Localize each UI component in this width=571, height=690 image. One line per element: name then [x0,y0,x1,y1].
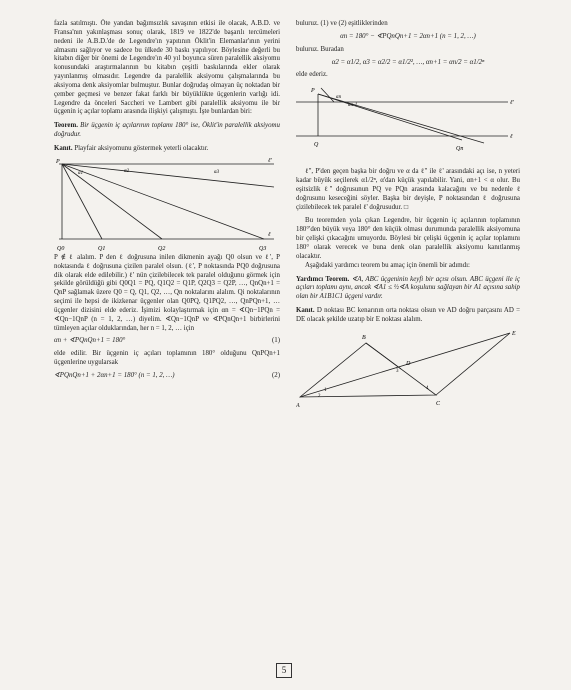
equation-2 [54,372,280,381]
equation-1-body: αn + ∢PQnQn+1 = 180° [54,337,126,345]
paragraph: P ∉ ℓ alalım. P den ℓ doğrusuna inilen dikmenin ayağı Q0 olsun ve ℓ', P noktasında ℓ doğrusuna çizilen paralel olsun. (ℓ', P noktasında PQ0 doğrusuna dik olarak elde edilebilir.) ℓ' nün çizilebilecek tek paralel olduğunu görmek için şekilde görüldüğü gibi Q0Q1 = PQ, Q1Q2 = Q1P, Q2Q3 = Q2P, …, QnQn+1 = QnP sağlamak üzere Q0 = Q, Q1, Q2, …, Qn noktalarını alalım. Qi noktalarının seçimi ile hepsi de ikizkenar üçgenler olan Q0PQ, Q1PQ2, …, QnPQn+1, … üçgenler dizisini elde ederiz. İşimizi kolaylaştırmak için αn = ∢Qn−1PQn = ∢Qn−1QnP (n = 1, 2, …) diyelim. ∢Qn−1QnP ve ∢PQnQn+1 birbirlerini tümleyen açılar olduklarından, her n = 1, 2, … için [54,253,280,332]
label-l: ℓ [268,231,271,238]
equation-1-number: (1) [271,337,280,345]
lemma-text: ∢A, ABC üçgeninin keyfi bir açısı olsun. ABC üçgeni ile iç açıları toplamı aynı, ancak ∢A1 ≤ ½∢A koşulunu sağlayan bir A1 açısına sahip olan bir A1B1C1 üçgeni vardır. [296,275,520,301]
paragraph: elde edilir. Bir üçgenin iç açıları toplamının 180° olduğunu QnPQn+1 üçgenlerine uygularsak [54,350,280,367]
label-angle-1: 1 [324,387,327,393]
figure-parallel-lines [296,80,520,168]
right-column [296,20,520,409]
label-alpha-n-1: αn-1 [348,103,358,109]
proof-label: Kanıt. [296,307,315,315]
paragraph: buluruz. (1) ve (2) eşitliklerinden [296,20,388,27]
equation-2-body: ∢PQnQn+1 + 2αn+1 = 180° (n = 1, 2, …) [54,371,175,379]
paragraph: buluruz. Buradan [296,45,344,53]
label-C: C [436,400,441,407]
label-P: P [311,88,315,95]
label-B: B [362,334,366,341]
proof-label: Kanıt. [54,144,73,152]
label-D: D [406,360,411,367]
label-Q2: Q2 [158,245,166,252]
equation-1 [54,337,280,346]
label-l: ℓ [510,134,513,141]
label-Q0: Q0 [57,245,65,252]
theorem-label: Teorem. [54,122,78,130]
theorem-text: Bir üçgenin iç açılarının toplamı 180° ise, Öklit'in paralellik aksiyomu doğrudur. [54,122,280,139]
label-alpha1: α1 [78,170,84,176]
lemma [296,276,520,303]
label-Qn: Qn [456,146,464,153]
label-alpha2: α2 [124,168,130,174]
proof-text: Playfair aksiyomunu göstermek yeterli olacaktır. [74,144,209,152]
label-angle-3: 3 [396,368,399,374]
label-Q1: Q1 [98,245,106,252]
paragraph: fazla satılmıştı. Öte yandan bağımsızlık savaşının etkisi ile olacak, A.B.D. ve Fransa'nın yakınlaşması sonuç olarak, 1819 ve 1822'de başarılı tercümeleri nedeni ile A.B.D.'de de Legendre'ın yapıtının Öklit'in Elemanlar'ının yerini almasını sağlıyor ve sadece bu ülkede 30 baskı yapılıyor. Böylesine değerli bu kitabın diğer bir önemi de Legendre'ın 40 yıl boyunca süren paralellik aksiyomu konusundaki araştırmalarının bu kitabın çeşitli baskılarında ekler olarak yayınlanmış olmasıdır. Legendre da paralellik aksiyomu çalışmalarında bu aksiyoma denk aksiyomlar bulmuştur. Bunlar doğrudaş olmayan üç noktadan bir çember geçmesi ve benzer fakat farklı bir büyüklükte üçgenlerin varlığı idi. Legendre da önceleri Saccheri ve Lambert gibi paralellik aksiyomu ile bir üçgenin iç açılar toplamı arasında ilişkiyi çalışmıştı. İşte bunlardan biri: [54,20,280,116]
paragraph: Aşağıdaki yardımcı teorem bu amaç için önemli bir adımdı: [305,261,470,269]
label-A: A [296,402,300,409]
label-Q: Q [314,142,319,149]
equation-3: αn = 180° − ∢PQnQn+1 = 2αn+1 (n = 1, 2, …) [340,32,476,40]
label-alpha3: α3 [214,169,220,175]
paragraph [296,168,520,212]
label-l-prime: ℓ' [268,157,272,164]
figure-isosceles-sequence [54,154,280,254]
proof [296,307,520,325]
paragraph: elde ederiz. [296,71,328,79]
label-alpha-n: αn [336,95,342,101]
label-angle-2: 2 [318,393,321,399]
label-E: E [512,330,516,337]
proof-text: D noktası BC kenarının orta noktası olsun ve AD doğru parçasını AD = DE olacak şekilde uzatıp bir E noktası alalım. [296,307,521,323]
label-P: P [56,158,60,165]
label-angle-4: 4 [426,385,429,391]
page-number: 5 [276,663,292,678]
label-l-prime: ℓ' [510,100,514,107]
paragraph-text: ℓ'', P'den geçen başka bir doğru ve α da ℓ'' ile ℓ' arasındaki açı ise, n yeteri kadar büyük seçilerek α1/2ⁿ, α'dan küçük yapılabilir. Yani, αn+1 < α olur. Bu eşitsizlik ℓ'' doğrusunun PQ ve PQn arasında kalacağını ve bu nedenle ℓ doğrusunu keseceğini söyler. Başka bir deyişle, P noktasından ℓ doğrusuna çizilebilecek tek paralel ℓ' doğrusudur. [296,168,520,211]
left-column [54,20,280,385]
label-Q3: Q3 [259,245,267,252]
figure-triangle-abc [296,325,520,409]
proof [54,145,280,154]
qed-mark: □ [403,203,409,211]
theorem [54,122,280,140]
equation-2-number: (2) [271,371,280,379]
paragraph: Bu teoremden yola çıkan Legendre, bir üçgenin iç açılarının toplamının 180°'den büyük veya 180° den küçük olması durumunda paralellik aksiyomuna bir çelişki çıkacağını umuyordu. Böylesi bir çelişki üçgenin iç açılar toplamını 180° olarak verecek ve buna denk olan paralellik aksiyomu kanıtlanmış olacaktır. [296,217,520,260]
equation-4: α2 = α1/2, α3 = α2/2 = α1/2², …, αn+1 = αn/2 = α1/2ⁿ [331,58,485,66]
lemma-label: Yardımcı Teorem. [296,275,350,283]
